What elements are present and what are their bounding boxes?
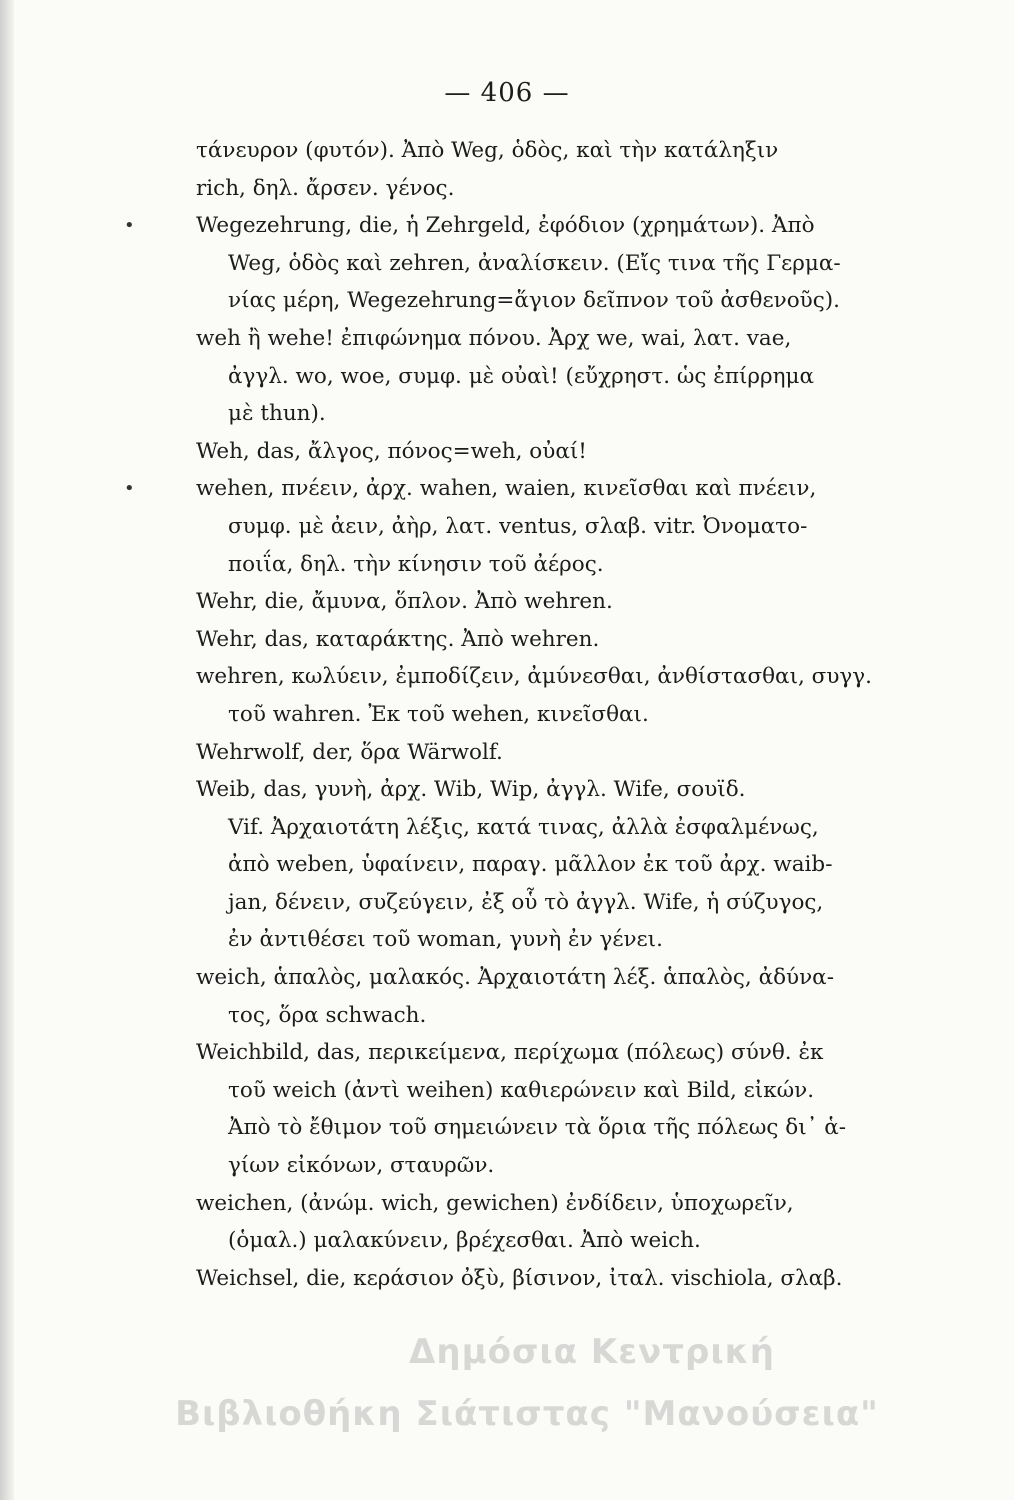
- text-line: Weh, das, ἄλγος, πόνος=weh, οὐαί!: [196, 438, 587, 464]
- text-line: Vif. Ἀρχαιοτάτη λέξις, κατά τινας, ἀλλὰ ἐσφαλμένως,: [228, 814, 819, 840]
- text-line: μὲ thun).: [228, 401, 326, 427]
- text-line: rich, δηλ. ἄρσεν. γένος.: [196, 175, 455, 201]
- text-line: Weichbild, das, περικείμενα, περίχωμα (πόλεως) σύνθ. ἐκ: [196, 1040, 824, 1066]
- text-line: weichen, (ἀνώμ. wich, gewichen) ἐνδίδειν, ὑποχωρεῖν,: [196, 1190, 794, 1216]
- page-edge-shadow: [0, 0, 14, 1500]
- text-line: τοῦ weich (ἀντὶ weihen) καθιερώνειν καὶ Bild, εἰκών.: [228, 1077, 815, 1103]
- text-line: τάνευρον (φυτόν). Ἀπὸ Weg, ὁδὸς, καὶ τὴν κατάληξιν: [196, 138, 779, 163]
- margin-dot-mark: •: [124, 478, 135, 500]
- text-line: Weg, ὁδὸς καὶ zehren, ἀναλίσκειν. (Εἴς τινα τῆς Γερμα-: [228, 250, 841, 276]
- dictionary-entries: [124, 132, 936, 1297]
- text-line: Wehrwolf, der, ὅρα Wärwolf.: [196, 739, 503, 765]
- text-line: wehren, κωλύειν, ἐμποδίζειν, ἀμύνεσθαι, ἀνθίστασθαι, συγγ.: [196, 664, 872, 690]
- text-line: τος, ὅρα schwach.: [228, 1002, 427, 1028]
- text-line: Wehr, das, καταράκτης. Ἀπὸ wehren.: [196, 626, 600, 652]
- text-line: νίας μέρη, Wegezehrung=ἅγιον δεῖπνον τοῦ ἀσθενοῦς).: [228, 288, 840, 314]
- text-line: ποιΐα, δηλ. τὴν κίνησιν τοῦ ἀέρος.: [228, 551, 604, 577]
- margin-dot-mark: •: [124, 215, 135, 237]
- text-line: Ἀπὸ τὸ ἔθιμον τοῦ σημειώνειν τὰ ὅρια τῆς πόλεως δι᾿ ἁ-: [228, 1115, 847, 1141]
- text-line: ἀγγλ. wo, woe, συμφ. μὲ οὐαὶ! (εὔχρηστ. ὡς ἐπίρρημα: [228, 363, 815, 389]
- text-line: wehen, πνέειν, ἀρχ. wahen, waien, κινεῖσθαι καὶ πνέειν, •: [196, 470, 936, 508]
- text-line: ἀπὸ weben, ὑφαίνειν, παραγ. μᾶλλον ἐκ τοῦ ἀρχ. waib-: [228, 852, 833, 878]
- text-line: jan, δένειν, συζεύγειν, ἐξ οὗ τὸ ἀγγλ. Wife, ἡ σύζυγος,: [228, 889, 824, 915]
- text-line: Wehr, die, ἄμυνα, ὅπλον. Ἀπὸ wehren.: [196, 589, 613, 615]
- text-line: weich, ἁπαλὸς, μαλακός. Ἀρχαιοτάτη λέξ. ἁπαλὸς, ἀδύνα-: [196, 965, 834, 991]
- page-number: — 406 —: [444, 78, 570, 108]
- library-watermark-line-2: Βιβλιοθήκη Σιάτιστας "Μανούσεια": [175, 1394, 879, 1434]
- text-line: Weib, das, γυνὴ, ἀρχ. Wib, Wip, ἀγγλ. Wife, σουϊδ.: [196, 777, 746, 803]
- text-line: (ὁμαλ.) μαλακύνειν, βρέχεσθαι. Ἀπὸ weich.: [228, 1228, 701, 1254]
- text-line: Wegezehrung, die, ἡ Zehrgeld, ἐφόδιον (χρημάτων). Ἀπὸ •: [196, 207, 936, 245]
- text-line: Weichsel, die, κεράσιον ὀξὺ, βίσινον, ἰταλ. vischiola, σλαβ.: [196, 1265, 843, 1291]
- text-line: γίων εἰκόνων, σταυρῶν.: [228, 1153, 495, 1179]
- text-line: weh ἢ wehe! ἐπιφώνημα πόνου. Ἀρχ we, wai, λατ. vae,: [196, 325, 792, 351]
- text-line: συμφ. μὲ ἀειν, ἀὴρ, λατ. ventus, σλαβ. vitr. Ὀνοματο-: [228, 513, 808, 539]
- text-line: τοῦ wahren. Ἐκ τοῦ wehen, κινεῖσθαι.: [228, 701, 649, 727]
- library-watermark-line-1: Δημόσια Κεντρική: [409, 1332, 775, 1372]
- text-line: ἐν ἀντιθέσει τοῦ woman, γυνὴ ἐν γένει.: [228, 927, 663, 953]
